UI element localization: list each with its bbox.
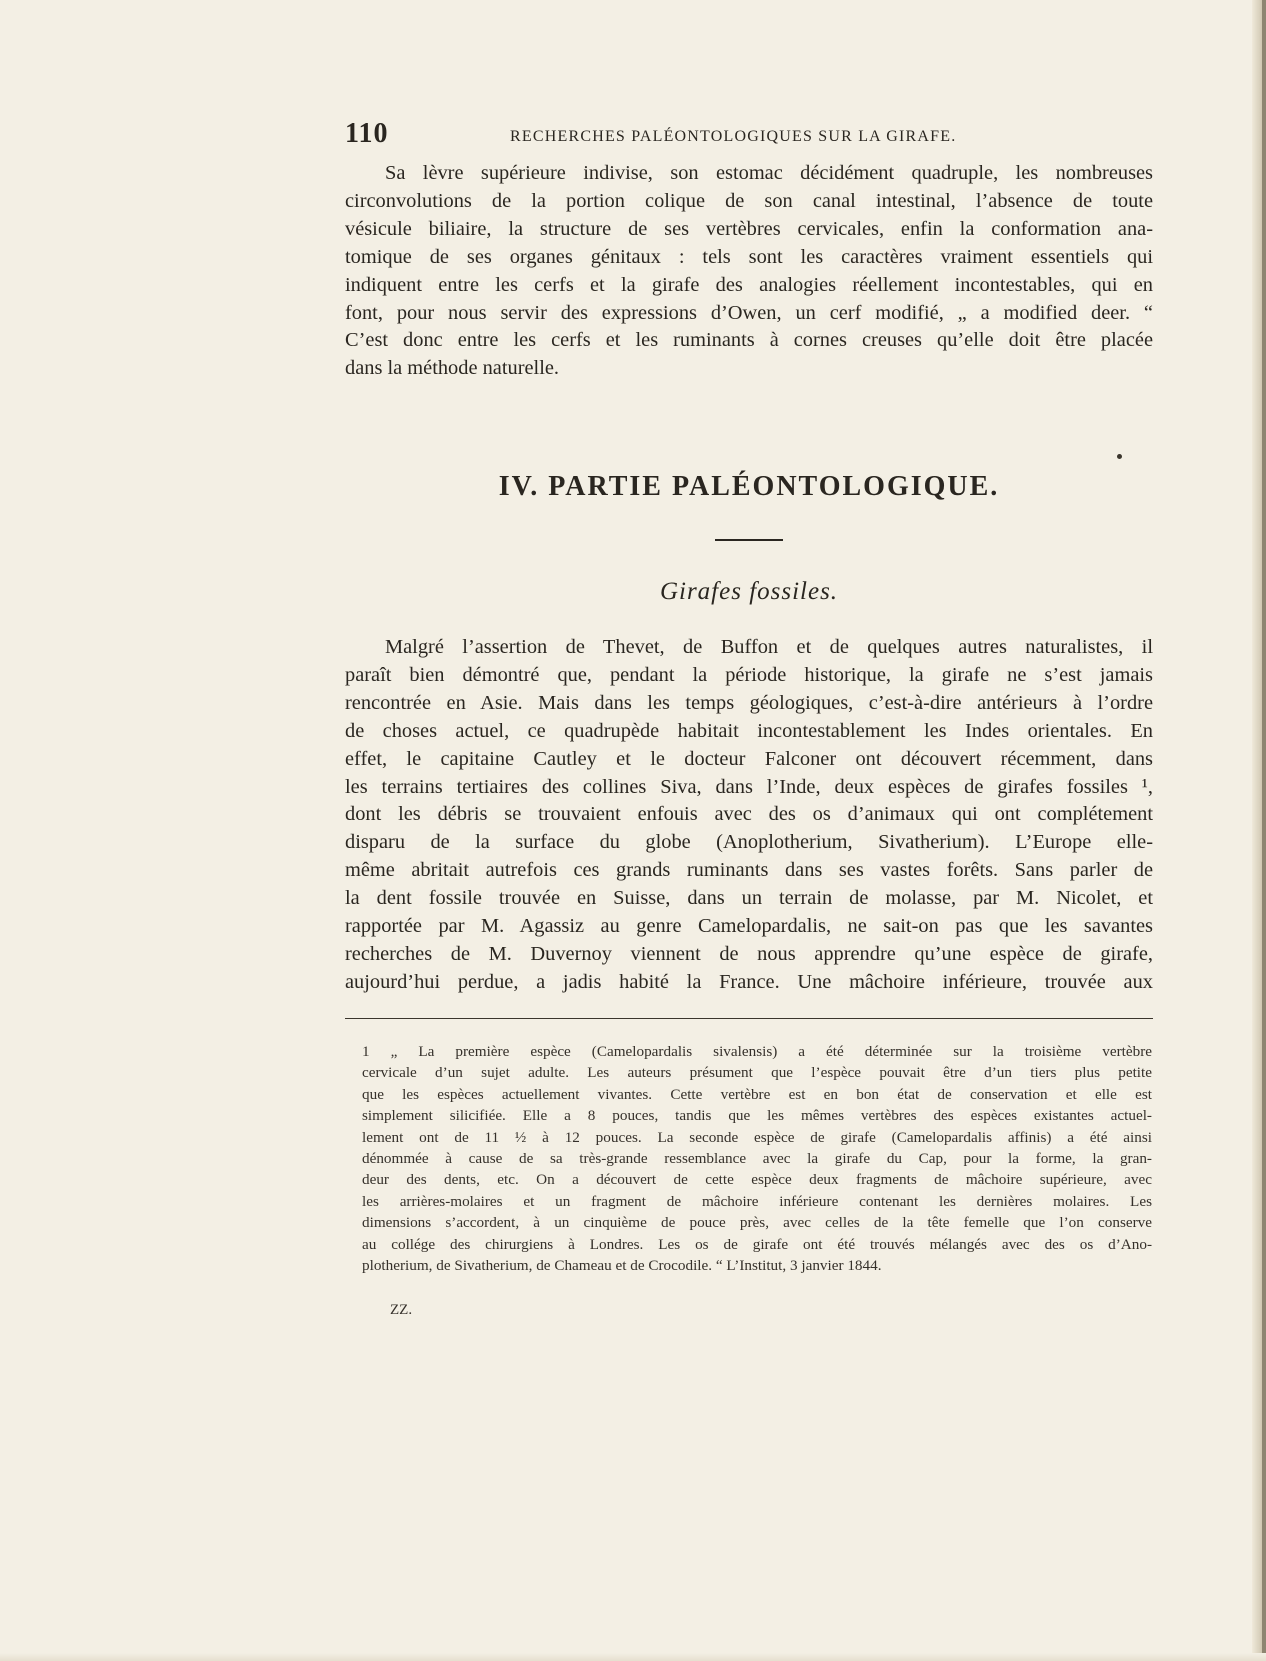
text-line: tomique de ses organes génitaux : tels sont les caractères vraiment essentiels qui (345, 245, 1153, 268)
text-line: indiquent entre les cerfs et la girafe des analogies réellement incontestables, qui en (345, 273, 1153, 296)
text-line: vésicule biliaire, la structure de ses vertèbres cervicales, enfin la conformation ana- (345, 217, 1153, 240)
ink-speck (1117, 454, 1122, 459)
text-line: la dent fossile trouvée en Suisse, dans un terrain de molasse, par M. Nicolet, et (345, 887, 1153, 910)
text-line: C’est donc entre les cerfs et les ruminants à cornes creuses qu’elle doit être placée (345, 329, 1153, 352)
footnote-line: 1 „ La première espèce (Camelopardalis sivalensis) a été déterminée sur la troisième vertèbre (362, 1043, 1152, 1060)
footnote-line: les arrières-molaires et un fragment de mâchoire inférieure contenant les dernières molaires. Les (362, 1192, 1152, 1210)
footnote-line: plotherium, de Sivatherium, de Chameau et de Crocodile. “ L’Institut, 3 janvier 1844. (362, 1257, 882, 1275)
text-line: rapportée par M. Agassiz au genre Camelopardalis, ne sait-on pas que les savantes (345, 915, 1153, 938)
footnote-line: simplement silicifiée. Elle a 8 pouces, tandis que les mêmes vertèbres des espèces existantes actuel- (362, 1107, 1152, 1125)
running-head: RECHERCHES PALÉONTOLOGIQUES SUR LA GIRAFE. (510, 128, 957, 145)
footnote-line: cervicale d’un sujet adulte. Les auteurs présument que l’espèce pouvait être d’un tiers plus petite (362, 1064, 1152, 1082)
text-line: effet, le capitaine Cautley et le docteur Falconer ont découvert récemment, dans (345, 747, 1153, 770)
text-line: Sa lèvre supérieure indivise, son estomac décidément quadruple, les nombreuses (385, 162, 1153, 184)
footnote-line: dénommée à cause de sa très-grande ressemblance avec la girafe du Cap, pour la forme, la gran- (362, 1150, 1152, 1168)
footnote-signature: ZZ. (390, 1302, 413, 1318)
text-line: disparu de la surface du globe (Anoplotherium, Sivatherium). L’Europe elle- (345, 831, 1153, 854)
footnote-line: dimensions s’accordent, à un cinquième de pouce près, avec celles de la tête femelle que l’on conserve (362, 1214, 1152, 1232)
page-bottom-edge (0, 1653, 1266, 1661)
paragraph-fossil-girafes (345, 634, 1153, 997)
text-line: circonvolutions de la portion colique de son canal intestinal, l’absence de toute (345, 189, 1153, 212)
footnote (362, 1041, 1152, 1276)
text-line: les terrains tertiaires des collines Siva, dans l’Inde, deux espèces de girafes fossiles ¹, (345, 775, 1153, 798)
text-line: dans la méthode naturelle. (345, 357, 560, 380)
text-line: font, pour nous servir des expressions d’Owen, un cerf modifié, „ a modified deer. “ (345, 301, 1153, 324)
footnote-line: au collége des chirurgiens à Londres. Les os de girafe ont été trouvés mélangés avec des os d’Ano- (362, 1235, 1152, 1253)
text-line: rencontrée en Asie. Mais dans les temps géologiques, c’est-à-dire antérieurs à l’ordre (345, 691, 1153, 714)
section-divider (715, 539, 783, 541)
section-heading: IV. PARTIE PALÉONTOLOGIQUE. (498, 471, 1000, 502)
footnote-line: que les espèces actuellement vivantes. Cette vertèbre est en bon état de conservation et elle est (362, 1085, 1152, 1103)
text-line: même abritait autrefois ces grands ruminants dans ses vastes forêts. Sans parler de (345, 859, 1153, 882)
footnote-divider (345, 1018, 1153, 1019)
footnote-line: lement ont de 11 ½ à 12 pouces. La seconde espèce de girafe (Camelopardalis affinis) a été ainsi (362, 1128, 1152, 1146)
text-line: recherches de M. Duvernoy viennent de nous apprendre qu’une espèce de girafe, (345, 942, 1153, 965)
footnote-line: deur des dents, etc. On a découvert de cette espèce deux fragments de mâchoire supérieure, avec (362, 1171, 1152, 1189)
page-header (345, 118, 1153, 152)
page-number: 110 (345, 118, 389, 149)
text-line: aujourd’hui perdue, a jadis habité la France. Une mâchoire inférieure, trouvée aux (345, 970, 1153, 993)
paragraph-girafe-anatomy (345, 160, 1153, 383)
text-line: dont les débris se trouvaient enfouis avec des os d’animaux qui ont complétement (345, 803, 1153, 826)
section-subheading: Girafes fossiles. (659, 578, 839, 605)
text-line: paraît bien démontré que, pendant la période historique, la girafe ne s’est jamais (345, 663, 1153, 686)
text-line: de choses actuel, ce quadrupède habitait incontestablement les Indes orientales. En (345, 719, 1153, 742)
text-line: Malgré l’assertion de Thevet, de Buffon et de quelques autres naturalistes, il (385, 636, 1153, 658)
page-edge-shadow (1262, 0, 1266, 1661)
